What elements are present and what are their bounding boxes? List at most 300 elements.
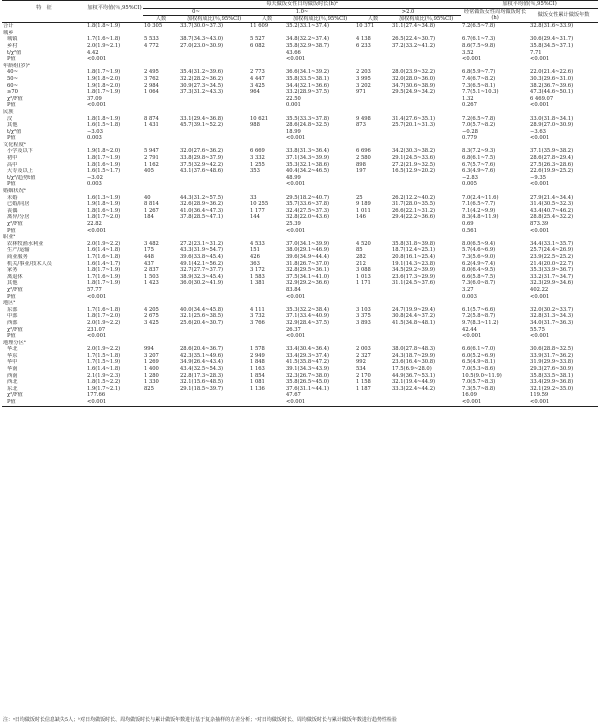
cell-p3: 25.7(20.1~31.3) <box>392 122 436 129</box>
cell-n2: 4 111 <box>250 306 265 313</box>
cell-n2 <box>249 399 285 406</box>
cell-n2 <box>249 50 285 57</box>
cell-wm: 1.9(1.8~2.0) <box>87 148 121 155</box>
cell-r2: 55.75 <box>530 326 545 333</box>
cell-p2: 35.8(32.9~38.7) <box>286 42 330 49</box>
cell-wm <box>86 188 143 195</box>
table-row <box>2 116 598 123</box>
cell-wm: 1.9(1.8~1.9) <box>87 201 121 208</box>
cell-p1: 45.7(39.1~52.2) <box>180 122 224 129</box>
cell-p2: 38.0(29.1~46.9) <box>286 247 330 254</box>
cell-p1: 27.2(23.1~31.2) <box>180 240 224 247</box>
cell-n3: 9 498 <box>356 115 371 122</box>
table-row <box>2 43 598 50</box>
cell-r1: −2.83 <box>462 174 478 181</box>
cell-p2: 34.8(32.2~37.4) <box>286 36 330 43</box>
row-label: 生产/运输 <box>7 247 30 254</box>
cell-n3: 2 170 <box>356 372 371 379</box>
cell-n3: 2 003 <box>356 346 371 353</box>
table-row <box>2 307 598 314</box>
cell-n2: 3 172 <box>250 267 265 274</box>
cell-p3 <box>391 181 461 188</box>
section-row <box>2 109 598 116</box>
cell-r1: 7.0(2.4~11.6) <box>462 194 499 201</box>
cell-p3: 41.5(34.8~48.1) <box>392 319 436 326</box>
cell-wm: 0.003 <box>87 135 102 142</box>
table-row <box>2 89 598 96</box>
cell-r1: 3.27 <box>462 286 474 293</box>
table-row <box>2 254 598 261</box>
cell-r2: −3.63 <box>530 128 546 135</box>
cell-r1: 0.561 <box>462 227 477 234</box>
cell-n1 <box>143 340 179 347</box>
cell-p1: 44.3(31.2~57.5) <box>180 194 224 201</box>
cell-n2 <box>249 327 285 334</box>
cell-wm: 1.7(1.6~1.8) <box>87 36 121 43</box>
cell-wm <box>86 63 143 70</box>
cell-p3 <box>391 30 461 37</box>
cell-r1: 6.7(6.1~7.3) <box>462 36 496 43</box>
cell-n3 <box>355 50 391 57</box>
row-label: 华北 <box>7 346 18 353</box>
cell-wm: <0.001 <box>87 102 107 109</box>
cell-r2: <0.001 <box>530 333 550 340</box>
cell-n2: 1 578 <box>250 346 265 353</box>
cell-wm: <0.001 <box>87 333 107 340</box>
cell-n2 <box>249 129 285 136</box>
cell-wm: 177.66 <box>87 392 106 399</box>
cell-n1 <box>143 142 179 149</box>
cell-p2: 36.6(34.1~39.2) <box>286 69 330 76</box>
cell-p1 <box>179 188 249 195</box>
cell-r2: 27.9(21.4~34.4) <box>530 194 574 201</box>
cell-n2: 3 732 <box>250 313 265 320</box>
cell-r1: 7.0(5.3~8.6) <box>462 366 496 373</box>
cell-p3 <box>391 135 461 142</box>
cell-p1 <box>179 333 249 340</box>
cell-n1 <box>143 300 179 307</box>
cell-r2: 402.22 <box>530 286 549 293</box>
cell-n2: 3 332 <box>250 155 265 162</box>
cell-p2 <box>285 109 355 116</box>
row-label: 地理分区ᵃ <box>3 339 26 346</box>
row-label: 50~ <box>7 75 18 82</box>
table-row <box>2 162 598 169</box>
cell-r2: <0.001 <box>530 102 550 109</box>
cell-n1 <box>143 30 179 37</box>
cell-r2: 23.9(22.5~25.2) <box>530 253 574 260</box>
cell-n3: 3 202 <box>356 82 371 89</box>
pct-header: 加权构成比(％,95%CI) <box>285 16 355 23</box>
cell-r2: 21.4(20.0~22.7) <box>530 260 574 267</box>
section-row <box>2 234 598 241</box>
cell-n3: 197 <box>356 168 366 175</box>
cell-p1: 37.8(28.5~47.1) <box>180 214 224 221</box>
cell-p1 <box>179 56 249 63</box>
cell-r1: 0.005 <box>462 181 477 188</box>
cell-r2: −9.35 <box>530 174 546 181</box>
cell-p3: 34.5(29.2~39.9) <box>392 267 436 274</box>
cell-r1: 8.0(6.5~9.4) <box>462 240 496 247</box>
cell-n2 <box>249 287 285 294</box>
cell-p3: 26.6(22.1~31.2) <box>392 207 436 214</box>
cell-p2: 32.9(29.2~36.6) <box>286 280 330 287</box>
cell-p1 <box>179 96 249 103</box>
row-label: 城乡 <box>3 29 14 36</box>
row-label: 家务 <box>7 267 18 274</box>
cell-n3 <box>355 392 391 399</box>
row-label: P值 <box>7 293 16 300</box>
cell-r1: 7.1(4.2~9.9) <box>462 207 496 214</box>
cell-r1: 7.0(5.7~8.3) <box>462 379 496 386</box>
table-row <box>2 261 598 268</box>
cell-p3 <box>391 333 461 340</box>
cell-r2 <box>529 234 598 241</box>
cell-n2: 1 081 <box>250 379 265 386</box>
cell-p2: <0.001 <box>286 333 306 340</box>
cell-r2: 28.9(27.0~30.9) <box>530 122 574 129</box>
row-label: P值 <box>7 227 16 234</box>
cell-n1 <box>143 50 179 57</box>
cell-p3 <box>391 287 461 294</box>
cell-wm: 1.8(1.6~1.9) <box>87 207 121 214</box>
cell-wm: 37.09 <box>87 95 102 102</box>
cell-p3: 23.6(16.4~30.8) <box>392 359 436 366</box>
cell-p1: 32.6(28.9~36.2) <box>180 201 224 208</box>
cell-n1: 5 533 <box>144 36 159 43</box>
table-row <box>2 148 598 155</box>
cell-r2: <0.001 <box>529 399 598 406</box>
cell-n1 <box>143 175 179 182</box>
table-row <box>2 359 598 366</box>
cell-r1: 7.0(5.7~8.2) <box>462 122 496 129</box>
cell-r1: 0.779 <box>462 135 477 142</box>
cell-wm: 2.0(1.9~2.2) <box>87 346 121 353</box>
cell-n3 <box>355 175 391 182</box>
row-label: 西部 <box>7 319 18 326</box>
cell-wm: 1.8(1.7~1.9) <box>87 69 121 76</box>
cell-p2: 37.1(33.4~40.9) <box>286 313 330 320</box>
cell-p1: 33.7(30.0~37.3) <box>180 23 224 30</box>
cell-r2: 30.3(29.6~31.0) <box>530 75 574 82</box>
cell-n2: 1 163 <box>250 366 265 373</box>
cell-p2: 33.4(30.4~36.4) <box>286 346 330 353</box>
cell-p1 <box>179 135 249 142</box>
cell-p2: 32.3(26.7~38.0) <box>286 372 330 379</box>
cell-p3 <box>391 294 461 301</box>
cell-n3 <box>355 102 391 109</box>
cell-p3 <box>391 109 461 116</box>
cell-n1 <box>143 327 179 334</box>
cell-p1 <box>179 327 249 334</box>
cell-p3: 20.8(16.1~25.4) <box>392 253 436 260</box>
cell-n1: 8 814 <box>144 201 159 208</box>
cell-wm: 231.07 <box>87 326 106 333</box>
cell-n1 <box>143 228 179 235</box>
table-row <box>2 175 598 182</box>
cell-p3 <box>391 175 461 182</box>
cell-n2: 151 <box>250 247 260 254</box>
cell-n3: 1 011 <box>356 207 371 214</box>
cell-r1 <box>461 109 529 116</box>
cell-n3 <box>355 109 391 116</box>
cell-n2: 1 381 <box>250 280 265 287</box>
row-label: 离退休 <box>7 273 23 280</box>
cell-p3: 37.2(33.2~41.2) <box>392 42 436 49</box>
cell-r1: 0.69 <box>462 221 474 227</box>
cell-p2 <box>285 340 355 347</box>
table-row <box>2 366 598 373</box>
cell-r2: 27.5(26.3~28.6) <box>530 161 574 168</box>
cell-p1 <box>179 181 249 188</box>
cell-r1: 6.3(4.9~7.6) <box>462 168 496 175</box>
cell-wm: 1.6(1.5~1.7) <box>87 168 121 175</box>
row-label: P值 <box>7 56 16 63</box>
table-row <box>2 247 598 254</box>
cell-p1: 38.9(32.3~45.4) <box>180 273 224 280</box>
cell-p3: 17.5(6.9~28.0) <box>392 366 432 373</box>
cell-r1: <0.001 <box>462 333 482 340</box>
cell-wm: 1.7(1.6~1.8) <box>87 306 121 313</box>
cell-n1 <box>143 56 179 63</box>
cell-p2: 35.5(33.3~37.8) <box>286 115 330 122</box>
table-row <box>2 168 598 175</box>
cell-r1: 6.6(6.1~7.0) <box>462 346 496 353</box>
cell-n2: 33 <box>250 194 257 201</box>
cell-r1: 6.6(5.8~7.5) <box>462 273 496 280</box>
cell-r1: 7.3(6.0~8.7) <box>462 280 496 287</box>
section-row <box>2 142 598 149</box>
cell-p1: 43.4(32.5~54.3) <box>180 366 224 373</box>
cell-r1: 7.2(6.5~7.8) <box>462 115 496 122</box>
row-label: 地区ᵃ <box>3 300 16 307</box>
row-label: 60~ <box>7 82 18 89</box>
cell-p2: 32.9(28.4~37.5) <box>286 319 330 326</box>
cell-r1: 6.7(5.7~7.6) <box>462 161 496 168</box>
cell-p3: 23.6(17.3~29.9) <box>392 273 436 280</box>
cell-p3 <box>391 142 461 149</box>
cell-r1: 6.0(5.2~6.9) <box>462 352 496 359</box>
cell-n2: 2 949 <box>250 352 265 359</box>
cell-n2 <box>249 30 285 37</box>
cell-p3: 35.8(31.8~39.8) <box>392 240 436 247</box>
cell-r2: 33.9(31.7~36.2) <box>530 352 574 359</box>
cell-r1: 7.3(5.7~8.8) <box>462 385 496 392</box>
statistics-table <box>2 0 598 407</box>
cell-p1 <box>179 392 249 399</box>
cell-p2: 35.3(32.2~38.4) <box>286 306 330 313</box>
cell-n3: 3 103 <box>356 306 371 313</box>
cell-r2: 22.6(19.9~25.2) <box>530 168 574 175</box>
cell-n3 <box>355 399 391 406</box>
cell-n2: 1 583 <box>250 273 265 280</box>
table-row <box>2 135 598 142</box>
cell-n2: 1 136 <box>250 385 265 392</box>
cell-p1: 40.0(34.4~45.8) <box>180 306 224 313</box>
cell-n3: 873 <box>356 122 366 129</box>
cell-wm: 1.8(1.6~1.9) <box>87 161 121 168</box>
cell-n2 <box>249 228 285 235</box>
cell-p2 <box>285 63 355 70</box>
cell-p1: 34.9(26.4~43.4) <box>180 359 224 366</box>
table-row <box>2 228 598 235</box>
cell-n1: 3 207 <box>144 352 159 359</box>
cell-n3 <box>355 142 391 149</box>
row-label: P值 <box>7 135 16 142</box>
cell-p1: 32.0(27.6~36.2) <box>180 148 224 155</box>
cell-p1 <box>179 294 249 301</box>
cell-n3: 534 <box>356 366 366 373</box>
cell-n2: 11 609 <box>250 23 269 30</box>
cell-p2: 22.50 <box>286 95 301 102</box>
cell-n3 <box>355 287 391 294</box>
row-label: P值 <box>7 181 16 188</box>
feature-header: 特 征 <box>2 1 86 16</box>
cell-p1: 28.6(20.4~36.7) <box>180 346 224 353</box>
cell-n3: 1 013 <box>356 273 371 280</box>
cell-wm: 2.0(1.9~2.2) <box>87 240 121 247</box>
row-label: 民族 <box>3 108 14 115</box>
cell-n3: 282 <box>356 253 366 260</box>
cell-wm: 1.7(1.5~1.9) <box>87 359 121 366</box>
cell-wm: 57.77 <box>87 286 102 293</box>
cell-p3 <box>391 129 461 136</box>
cell-p3: 16.5(12.9~20.2) <box>392 168 436 175</box>
cell-p2: 47.67 <box>286 392 301 399</box>
cell-n1: 5 947 <box>144 148 159 155</box>
count-header: 人数 <box>143 16 179 23</box>
cell-n2: 426 <box>250 253 260 260</box>
cell-n2: 353 <box>250 168 260 175</box>
table-row <box>2 353 598 360</box>
cell-r2: 30.6(29.4~31.7) <box>530 36 574 43</box>
cell-p3 <box>391 96 461 103</box>
bin-header-2: >2.0 <box>355 8 461 16</box>
row-label: 其他 <box>7 122 18 129</box>
section-row <box>2 23 598 30</box>
cell-wm: 1.9(1.8~2.0) <box>87 75 121 82</box>
cell-n3: 2 203 <box>356 69 371 76</box>
cell-p2: 43.66 <box>286 49 301 56</box>
cell-r2: 6 469.07 <box>530 95 554 102</box>
cell-wm: 22.82 <box>87 221 102 227</box>
cell-n1: 8 874 <box>144 115 159 122</box>
bin-header-0: 0~ <box>143 8 249 16</box>
cell-n2: 4 447 <box>250 75 265 82</box>
table-row <box>2 214 598 221</box>
cell-p2: <0.001 <box>286 56 306 63</box>
cell-n2 <box>249 56 285 63</box>
cell-p2: 83.84 <box>286 286 301 293</box>
cell-p3 <box>391 300 461 307</box>
cell-r1 <box>461 340 529 347</box>
cell-p2: 32.4(27.5~37.3) <box>286 207 330 214</box>
cell-n2: 363 <box>250 260 260 267</box>
cell-n1: 4 772 <box>144 42 159 49</box>
cell-r1: 7.1(6.5~7.7) <box>462 201 496 208</box>
cell-r2: 32.1(29.2~35.0) <box>530 385 574 392</box>
cell-p3: 31.4(27.6~35.1) <box>392 115 436 122</box>
table-row <box>2 221 598 228</box>
row-label: 初中 <box>7 155 18 162</box>
row-label: 文化程度ᵃ <box>3 141 26 148</box>
cell-p3: 32.0(28.0~36.0) <box>392 75 436 82</box>
cell-p3: 31.1(24.5~37.6) <box>392 280 436 287</box>
cell-wm: 1.8(1.7~1.9) <box>87 280 121 287</box>
cell-p1 <box>179 109 249 116</box>
cell-r2: 28.6(27.8~29.4) <box>530 155 574 162</box>
cell-p2: 35.7(33.6~37.8) <box>286 201 330 208</box>
cell-r2: 33.2(31.7~34.7) <box>530 273 574 280</box>
cell-wm: 2.0(1.9~2.1) <box>87 42 121 49</box>
cell-r1: 8.0(6.4~9.5) <box>462 267 496 274</box>
cell-r2: 22.0(21.4~22.6) <box>530 69 574 76</box>
table-row <box>2 83 598 90</box>
cell-n1: 40 <box>144 194 151 201</box>
section-row <box>2 188 598 195</box>
cell-n3 <box>355 221 391 228</box>
table-row <box>2 346 598 353</box>
cell-p1: 32.2(28.2~36.2) <box>180 75 224 82</box>
cell-wm: 1.7(1.6~1.9) <box>87 273 121 280</box>
cell-r2: 43.4(40.7~46.2) <box>530 207 574 214</box>
cell-n1: 10 305 <box>144 23 163 30</box>
cell-n3: 25 <box>356 194 363 201</box>
cell-n2: 2 773 <box>250 69 265 76</box>
cell-n2 <box>249 300 285 307</box>
cell-p1: 42.3(35.1~49.6) <box>180 352 224 359</box>
cell-n2: 3 425 <box>250 82 265 89</box>
cell-n3 <box>355 333 391 340</box>
count-header: 人数 <box>249 16 285 23</box>
cell-p1: 43.3(31.9~54.7) <box>180 247 224 254</box>
cell-n3 <box>355 234 391 241</box>
cell-p2: 0.001 <box>286 102 301 109</box>
cell-r1: 0.267 <box>462 102 477 109</box>
row-label: 高中 <box>7 161 18 168</box>
cell-n1: 3 762 <box>144 75 159 82</box>
row-label: 华东 <box>7 352 18 359</box>
cell-wm: 1.8(1.5~2.2) <box>87 379 121 386</box>
row-label: 西南 <box>7 372 18 379</box>
section-row <box>2 340 598 347</box>
cell-n1: 175 <box>144 247 154 254</box>
section-row <box>2 30 598 37</box>
cell-r1: <0.001 <box>462 56 482 63</box>
cell-n2 <box>249 102 285 109</box>
cell-p2: 31.8(26.7~37.0) <box>286 260 330 267</box>
cell-n1: 1 330 <box>144 379 159 386</box>
cell-r2 <box>529 188 598 195</box>
table-row <box>2 208 598 215</box>
cell-r2: 119.59 <box>530 392 549 399</box>
table-row <box>2 50 598 57</box>
cell-p1: 25.6(20.4~30.7) <box>180 319 224 326</box>
cell-p2: <0.001 <box>286 293 306 300</box>
cell-p3 <box>391 221 461 228</box>
cell-p3 <box>391 63 461 70</box>
cell-wm: 1.8(1.7~1.9) <box>87 155 121 162</box>
row-label: ≥70 <box>7 89 18 96</box>
table-footnote: 注：ᵃ日均做饭时长信息缺失5人；ᵇ对日均做饭时长、周均做饭时长与累计做饭年数进行基于复杂抽样的方差分析；ᶜ对日均做饭时长、周均做饭时长与累计做饭年数进行趋势性检验 <box>3 717 397 723</box>
table-row <box>2 392 598 399</box>
cell-p2 <box>285 300 355 307</box>
cell-n1 <box>143 102 179 109</box>
row-label: 小学及以下 <box>7 148 33 155</box>
cell-r1: 7.4(6.7~8.2) <box>462 75 496 82</box>
cell-p1 <box>179 50 249 57</box>
cell-r2: 35.8(33.5~38.1) <box>530 372 574 379</box>
